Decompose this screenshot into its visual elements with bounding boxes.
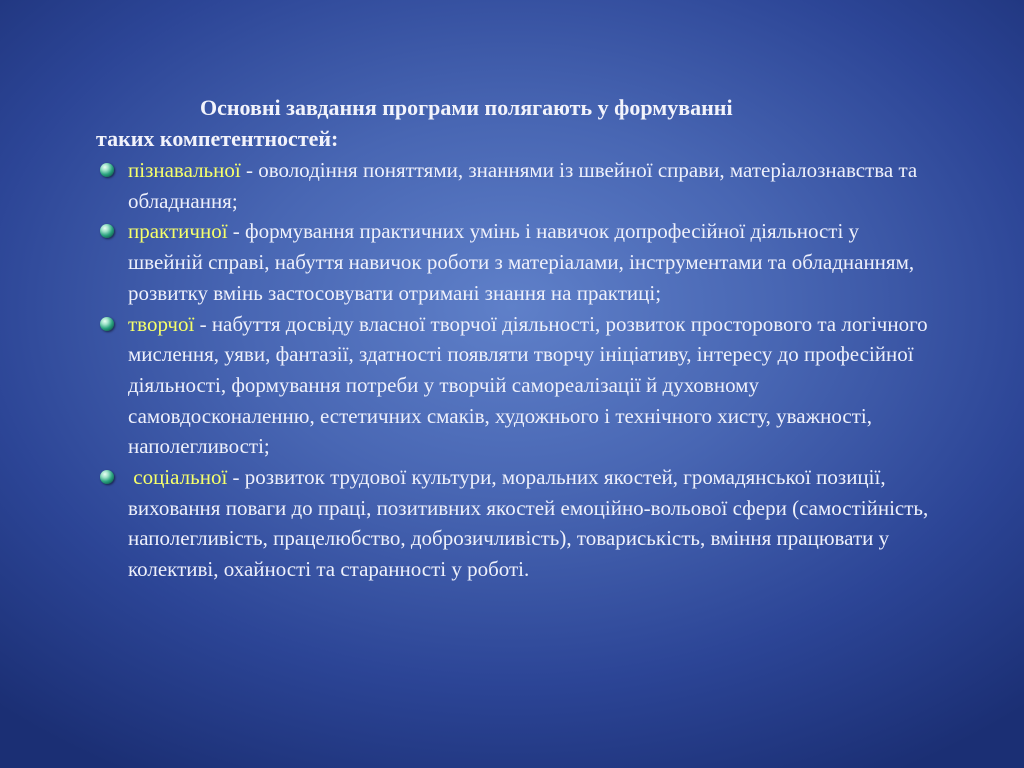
list-item-cognitive bbox=[96, 155, 936, 216]
item-text-social: - розвиток трудової культури, моральних якостей, громадянської позиції, виховання поваги до праці, позитивних якостей емоційно-вольової сфери (самостійність, наполегливість, працелюбство, доброзичливість), товариськість, вміння працювати у колективі, охайності та старанності у роботі. bbox=[128, 465, 929, 582]
slide-content bbox=[96, 92, 936, 585]
item-text-practical: - формування практичних умінь і навичок допрофесійної діяльності у швейній справі, набуття навичок роботи з матеріалами, інструментами та обладнанням, розвитку вмінь застосовувати отримані знання на практиці; bbox=[128, 219, 915, 305]
heading-line-1: Основні завдання програми полягають у формуванні bbox=[200, 95, 733, 120]
list-item-creative bbox=[96, 309, 936, 463]
item-text-creative: - набуття досвіду власної творчої діяльності, розвиток просторового та логічного мислення, уяви, фантазії, здатності появляти творчу ініціативу, інтересу до професійної діяльності, формування потреби у творчій самореалізації й духовному самовдосконаленню, естетичних смаків, художнього і технічного хисту, уважності, наполегливості; bbox=[128, 311, 928, 459]
green-sphere-bullet-icon bbox=[100, 317, 114, 331]
heading-line-2: таких компетентностей: bbox=[96, 126, 339, 151]
list-item-practical bbox=[96, 216, 936, 308]
green-sphere-bullet-icon bbox=[100, 163, 114, 177]
term-practical: практичної bbox=[128, 219, 228, 244]
slide-heading bbox=[96, 92, 936, 154]
competency-list bbox=[96, 155, 936, 585]
green-sphere-bullet-icon bbox=[100, 470, 114, 484]
term-cognitive: пізнавальної bbox=[128, 158, 241, 182]
green-sphere-bullet-icon bbox=[100, 224, 114, 238]
term-social: соціальної bbox=[133, 465, 228, 490]
item-text-cognitive: - оволодіння поняттями, знаннями із швейної справи, матеріалознавства та обладнання; bbox=[128, 158, 918, 213]
list-item-social bbox=[96, 462, 936, 585]
term-creative: творчої bbox=[128, 311, 195, 336]
